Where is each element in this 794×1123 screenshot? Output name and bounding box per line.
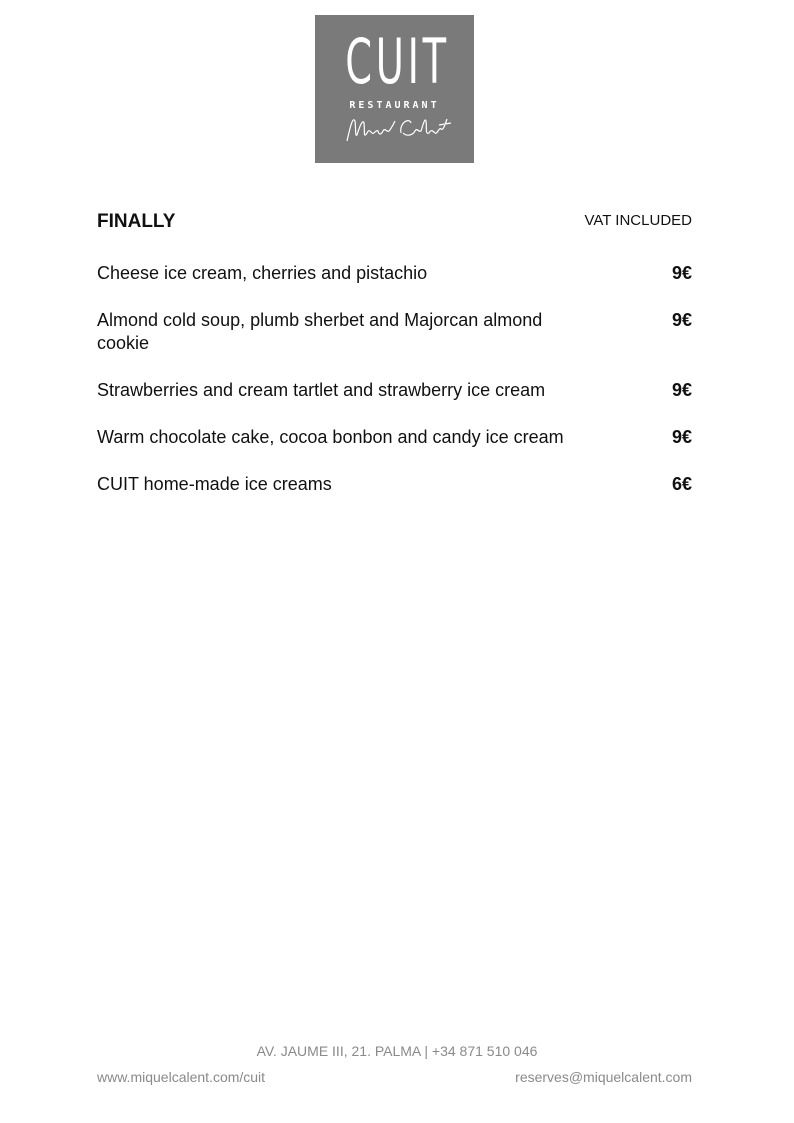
menu-item-name: Cheese ice cream, cherries and pistachio xyxy=(97,263,428,283)
menu-item-name: Almond cold soup, plumb sherbet and Majorcan almond cookie xyxy=(97,310,543,353)
dessert-menu xyxy=(97,262,692,520)
logo-subtitle: RESTAURANT xyxy=(349,100,440,111)
menu-item xyxy=(97,309,692,355)
menu-item-name: Strawberries and cream tartlet and strawberry ice cream xyxy=(97,380,546,400)
menu-item xyxy=(97,379,692,402)
signature-icon xyxy=(343,111,453,147)
footer-email-link[interactable]: reserves@miquelcalent.com xyxy=(515,1069,692,1085)
footer-address: AV. JAUME III, 21. PALMA | +34 871 510 046 xyxy=(256,1043,538,1059)
vat-note: VAT INCLUDED xyxy=(584,212,692,229)
menu-item-price: 6€ xyxy=(671,474,692,494)
menu-item xyxy=(97,262,692,285)
footer-website-link[interactable]: www.miquelcalent.com/cuit xyxy=(97,1069,266,1085)
menu-item-price: 9€ xyxy=(671,427,692,447)
menu-item xyxy=(97,426,692,449)
section-title: FINALLY xyxy=(97,211,176,232)
menu-item-price: 9€ xyxy=(671,263,692,283)
menu-item-name: CUIT home-made ice creams xyxy=(97,474,332,494)
logo-brand: CUIT xyxy=(345,25,450,98)
menu-item-price: 9€ xyxy=(671,380,692,400)
menu-item-price: 9€ xyxy=(671,310,692,330)
menu-item xyxy=(97,473,692,496)
restaurant-logo xyxy=(315,15,474,163)
menu-item-name: Warm chocolate cake, cocoa bonbon and candy ice cream xyxy=(97,427,564,447)
